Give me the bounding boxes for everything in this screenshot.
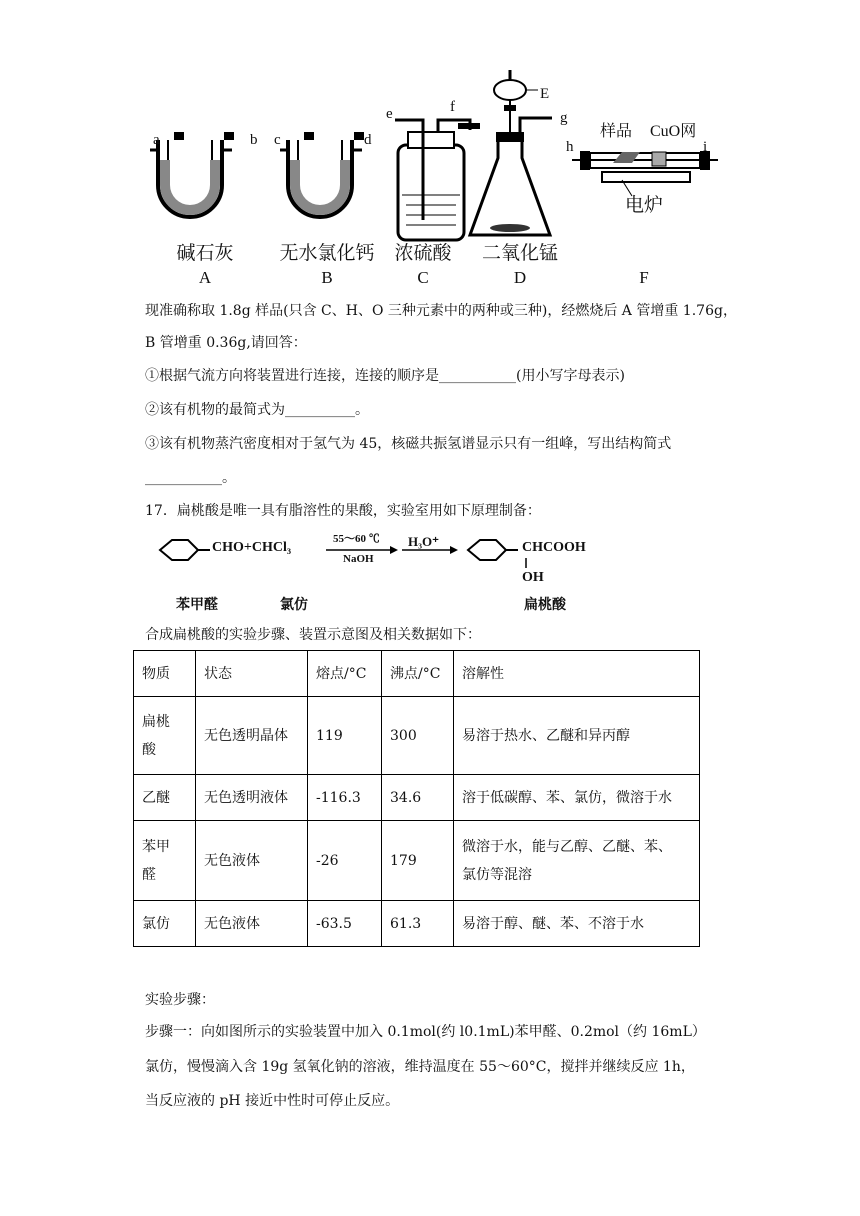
apparatus-label-d: 二氧化锰 xyxy=(481,242,558,264)
label-benzaldehyde: 苯甲醛 xyxy=(176,597,218,613)
table-row xyxy=(134,901,700,947)
apparatus-label-c: 浓硫酸 xyxy=(394,242,452,264)
q17-title: 17．扁桃酸是唯一具有脂溶性的果酸，实验室用如下原理制备： xyxy=(145,503,541,519)
cuo-label: CuO网 xyxy=(650,123,697,140)
port-label-i: i xyxy=(703,139,708,155)
table-row xyxy=(134,775,700,821)
table-header-row xyxy=(134,651,700,697)
melting-point-cell: -26 xyxy=(308,821,382,901)
port-label-g: g xyxy=(560,110,568,126)
header-state: 状态 xyxy=(196,651,308,697)
step1-line3: 当反应液的 pH 接近中性时可停止反应。 xyxy=(145,1093,400,1109)
solubility-cell: 易溶于醇、醚、苯、不溶于水 xyxy=(454,901,700,947)
substance-name: 乙醚 xyxy=(134,775,196,821)
melting-point-cell: -63.5 xyxy=(308,901,382,947)
steps-title: 实验步骤： xyxy=(145,992,215,1008)
apparatus-letter-b: B xyxy=(321,268,333,287)
q16-question-1: ①根据气流方向将装置进行连接，连接的顺序是___________(用小写字母表示) xyxy=(145,368,625,384)
q16-intro-line2: B 管增重 0.36g,请回答： xyxy=(145,335,307,351)
boiling-point-cell: 61.3 xyxy=(382,901,454,947)
solubility-cell: 微溶于水，能与乙醇、乙醚、苯、 氯仿等混溶 xyxy=(454,821,700,901)
solubility-cell: 溶于低碳醇、苯、氯仿，微溶于水 xyxy=(454,775,700,821)
substance-name: 扁桃 酸 xyxy=(134,697,196,775)
apparatus-label-b: 无水氯化钙 xyxy=(279,242,375,264)
header-solubility: 溶解性 xyxy=(454,651,700,697)
state-cell: 无色透明液体 xyxy=(196,775,308,821)
port-label-h: h xyxy=(566,139,574,155)
substance-name: 苯甲 醛 xyxy=(134,821,196,901)
header-boiling-point: 沸点/°C xyxy=(382,651,454,697)
step1-line1: 步骤一：向如图所示的实验装置中加入 0.1mol(约 l0.1mL)苯甲醛、0.2mol（约 16mL） xyxy=(145,1024,706,1040)
reaction-condition-base: NaOH xyxy=(343,553,374,565)
header-melting-point: 熔点/°C xyxy=(308,651,382,697)
benzene-ring-icon xyxy=(468,540,506,560)
label-mandelic-acid: 扁桃酸 xyxy=(524,597,566,613)
u-tube-a xyxy=(150,132,234,217)
port-label-e: e xyxy=(386,106,393,122)
step1-line2: 氯仿，慢慢滴入含 19g 氢氧化钠的溶液，维持温度在 55～60°C，搅拌并继续反应 1h， xyxy=(145,1059,695,1075)
q16-question-2: ②该有机物的最简式为__________。 xyxy=(145,402,369,418)
table-row xyxy=(134,821,700,901)
wash-bottle-c xyxy=(395,120,480,240)
boiling-point-cell: 300 xyxy=(382,697,454,775)
q16-intro-line1: 现准确称取 1.8g 样品(只含 C、H、O 三种元素中的两种或三种)，经燃烧后 A 管增重 1.76g， xyxy=(145,303,737,319)
port-label-d: d xyxy=(364,132,372,148)
substance-name: 氯仿 xyxy=(134,901,196,947)
u-tube-b xyxy=(280,132,364,217)
melting-point-cell: 119 xyxy=(308,697,382,775)
properties-table xyxy=(133,650,700,947)
product-hydroxyl: OH xyxy=(522,570,544,585)
product-formula: CHCOOH xyxy=(522,540,586,555)
apparatus-letter-c: C xyxy=(417,268,429,287)
label-chloroform: 氯仿 xyxy=(280,597,308,613)
apparatus-label-a: 碱石灰 xyxy=(176,242,234,264)
boiling-point-cell: 34.6 xyxy=(382,775,454,821)
port-label-f: f xyxy=(450,99,455,115)
reactant-formula: CHO+CHCl₃ xyxy=(212,540,292,555)
q16-question-3-line2: ___________。 xyxy=(145,470,236,486)
reaction-condition-temp: 55～60 ℃ xyxy=(333,533,380,545)
solubility-cell: 易溶于热水、乙醚和异丙醇 xyxy=(454,697,700,775)
boiling-point-cell: 179 xyxy=(382,821,454,901)
state-cell: 无色液体 xyxy=(196,821,308,901)
port-label-c: c xyxy=(274,132,281,148)
header-substance: 物质 xyxy=(134,651,196,697)
sample-label: 样品 xyxy=(600,121,633,140)
apparatus-letter-d: D xyxy=(513,268,527,287)
port-label-capital-e: E xyxy=(540,86,550,102)
benzene-ring-icon xyxy=(160,540,198,560)
reaction-step2: H₃O⁺ xyxy=(408,534,439,549)
apparatus-figure xyxy=(140,60,740,250)
apparatus-letter-a: A xyxy=(198,268,212,287)
q16-question-3-line1: ③该有机物蒸汽密度相对于氢气为 45，核磁共振氢谱显示只有一组峰，写出结构简式 xyxy=(145,436,672,452)
apparatus-letter-f: F xyxy=(639,268,649,287)
state-cell: 无色透明晶体 xyxy=(196,697,308,775)
state-cell: 无色液体 xyxy=(196,901,308,947)
table-row xyxy=(134,697,700,775)
apparatus-label-f: 电炉 xyxy=(624,194,663,216)
port-label-a: a xyxy=(153,132,160,148)
table-intro: 合成扁桃酸的实验步骤、装置示意图及相关数据如下： xyxy=(145,627,481,643)
melting-point-cell: -116.3 xyxy=(308,775,382,821)
port-label-b: b xyxy=(250,132,258,148)
